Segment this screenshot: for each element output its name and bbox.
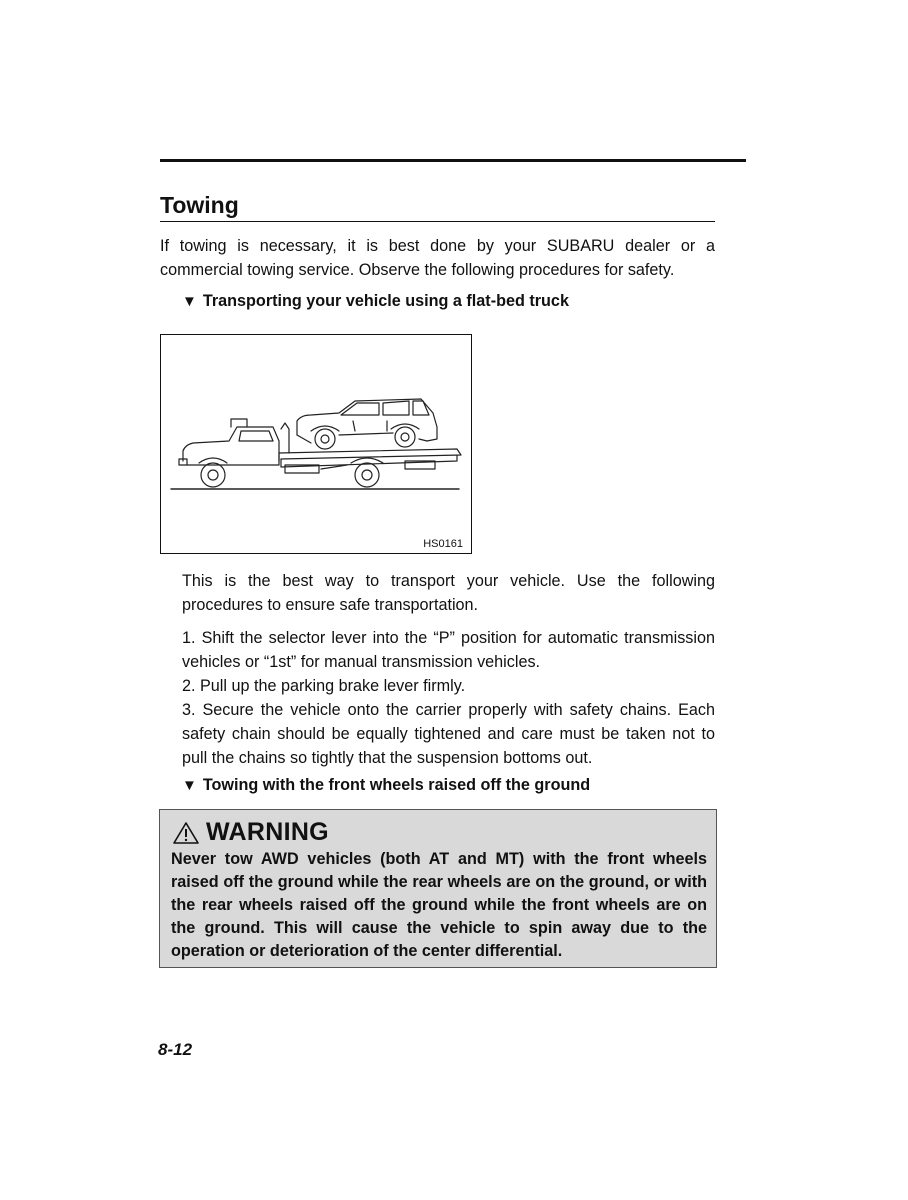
- flatbed-paragraph: This is the best way to transport your vehicle. Use the following procedures to ensure safe transportation.: [182, 572, 715, 614]
- list-item: 2. Pull up the parking brake lever firmly.: [182, 677, 466, 695]
- list-item: 1. Shift the selector lever into the “P” position for automatic transmission vehicles or “1st” for manual transmission vehicles.: [182, 629, 715, 671]
- triangle-down-icon: ▼: [182, 293, 197, 310]
- front-raised-heading: [182, 776, 590, 795]
- warning-text: Never tow AWD vehicles (both AT and MT) with the front wheels raised off the ground while the rear wheels are on the ground, or with the rear wheels raised off the ground while the front wheels are on the ground. This will cause the vehicle to spin away due to the operation or deterioration of the center differential.: [171, 850, 707, 960]
- top-rule: [160, 159, 746, 162]
- front-raised-heading-text: Towing with the front wheels raised off the ground: [202, 776, 591, 794]
- flatbed-heading-text: Transporting your vehicle using a flat-bed truck: [202, 292, 569, 310]
- flatbed-figure: [160, 334, 472, 554]
- warning-header: [172, 818, 329, 847]
- flatbed-truck-illustration: [161, 335, 471, 553]
- figure-code: HS0161: [423, 538, 463, 550]
- triangle-down-icon: ▼: [182, 777, 197, 794]
- section-title: Towing: [160, 192, 239, 218]
- intro-paragraph: If towing is necessary, it is best done by your SUBARU dealer or a commercial towing service. Observe the following procedures for safety.: [160, 237, 715, 279]
- flatbed-steps: [182, 626, 715, 770]
- warning-triangle-icon: [172, 821, 200, 845]
- flatbed-heading: [182, 292, 569, 311]
- title-rule: [160, 221, 715, 222]
- page-number: 8-12: [158, 1040, 193, 1059]
- warning-title: WARNING: [206, 818, 329, 846]
- list-item: 3. Secure the vehicle onto the carrier properly with safety chains. Each safety chain should be equally tightened and care must be taken not to pull the chains so tightly that the suspension bottoms out.: [182, 701, 715, 767]
- warning-box: [159, 809, 717, 968]
